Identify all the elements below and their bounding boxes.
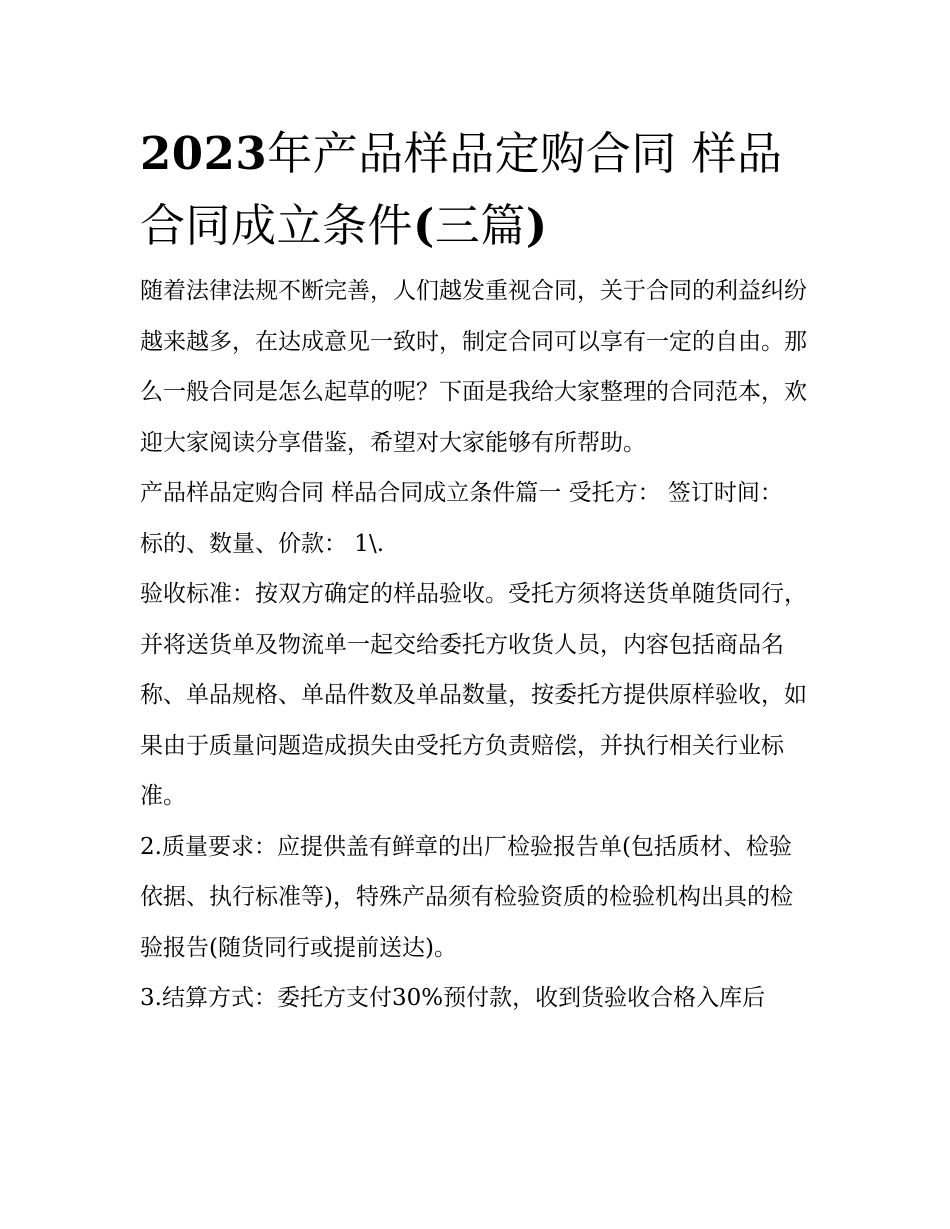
paragraph-settlement-method: 3.结算方式：委托方支付30%预付款，收到货验收合格入库后	[140, 985, 766, 1011]
title-text-part1: 年产品样品定购合同 样品合同成立条件	[140, 127, 783, 252]
paragraph-acceptance-standard: 验收标准：按双方确定的样品验收。受托方须将送货单随货同行，并将送货单及物流单一起交给委托方收货人员，内容包括商品名称、单品规格、单品件数及单品数量，按委托方提供原样验收，如果由于质量问题造成损失由受托方负责赔偿，并执行相关行业标准。	[140, 581, 807, 809]
paragraph-contract-header: 产品样品定购合同 样品合同成立条件篇一 受托方： 签订时间： 标的、数量、价款： 1\.	[140, 480, 783, 557]
document-title	[140, 118, 812, 262]
title-paren-close: )	[525, 199, 548, 252]
title-text-part2: 三篇	[434, 199, 526, 252]
title-year: 2023	[140, 127, 268, 180]
title-paren-open: (	[413, 199, 435, 252]
paragraph-intro: 随着法律法规不断完善，人们越发重视合同，关于合同的利益纠纷越来越多，在达成意见一致时，制定合同可以享有一定的自由。那么一般合同是怎么起草的呢？下面是我给大家整理的合同范本，欢迎大家阅读分享借鉴，希望对大家能够有所帮助。	[140, 278, 807, 456]
document-content	[140, 118, 812, 1024]
paragraph-quality-requirement: 2.质量要求：应提供盖有鲜章的出厂检验报告单(包括质材、检验依据、执行标准等)，特殊产品须有检验资质的检验机构出具的检验报告(随货同行或提前送达)。	[140, 833, 793, 961]
